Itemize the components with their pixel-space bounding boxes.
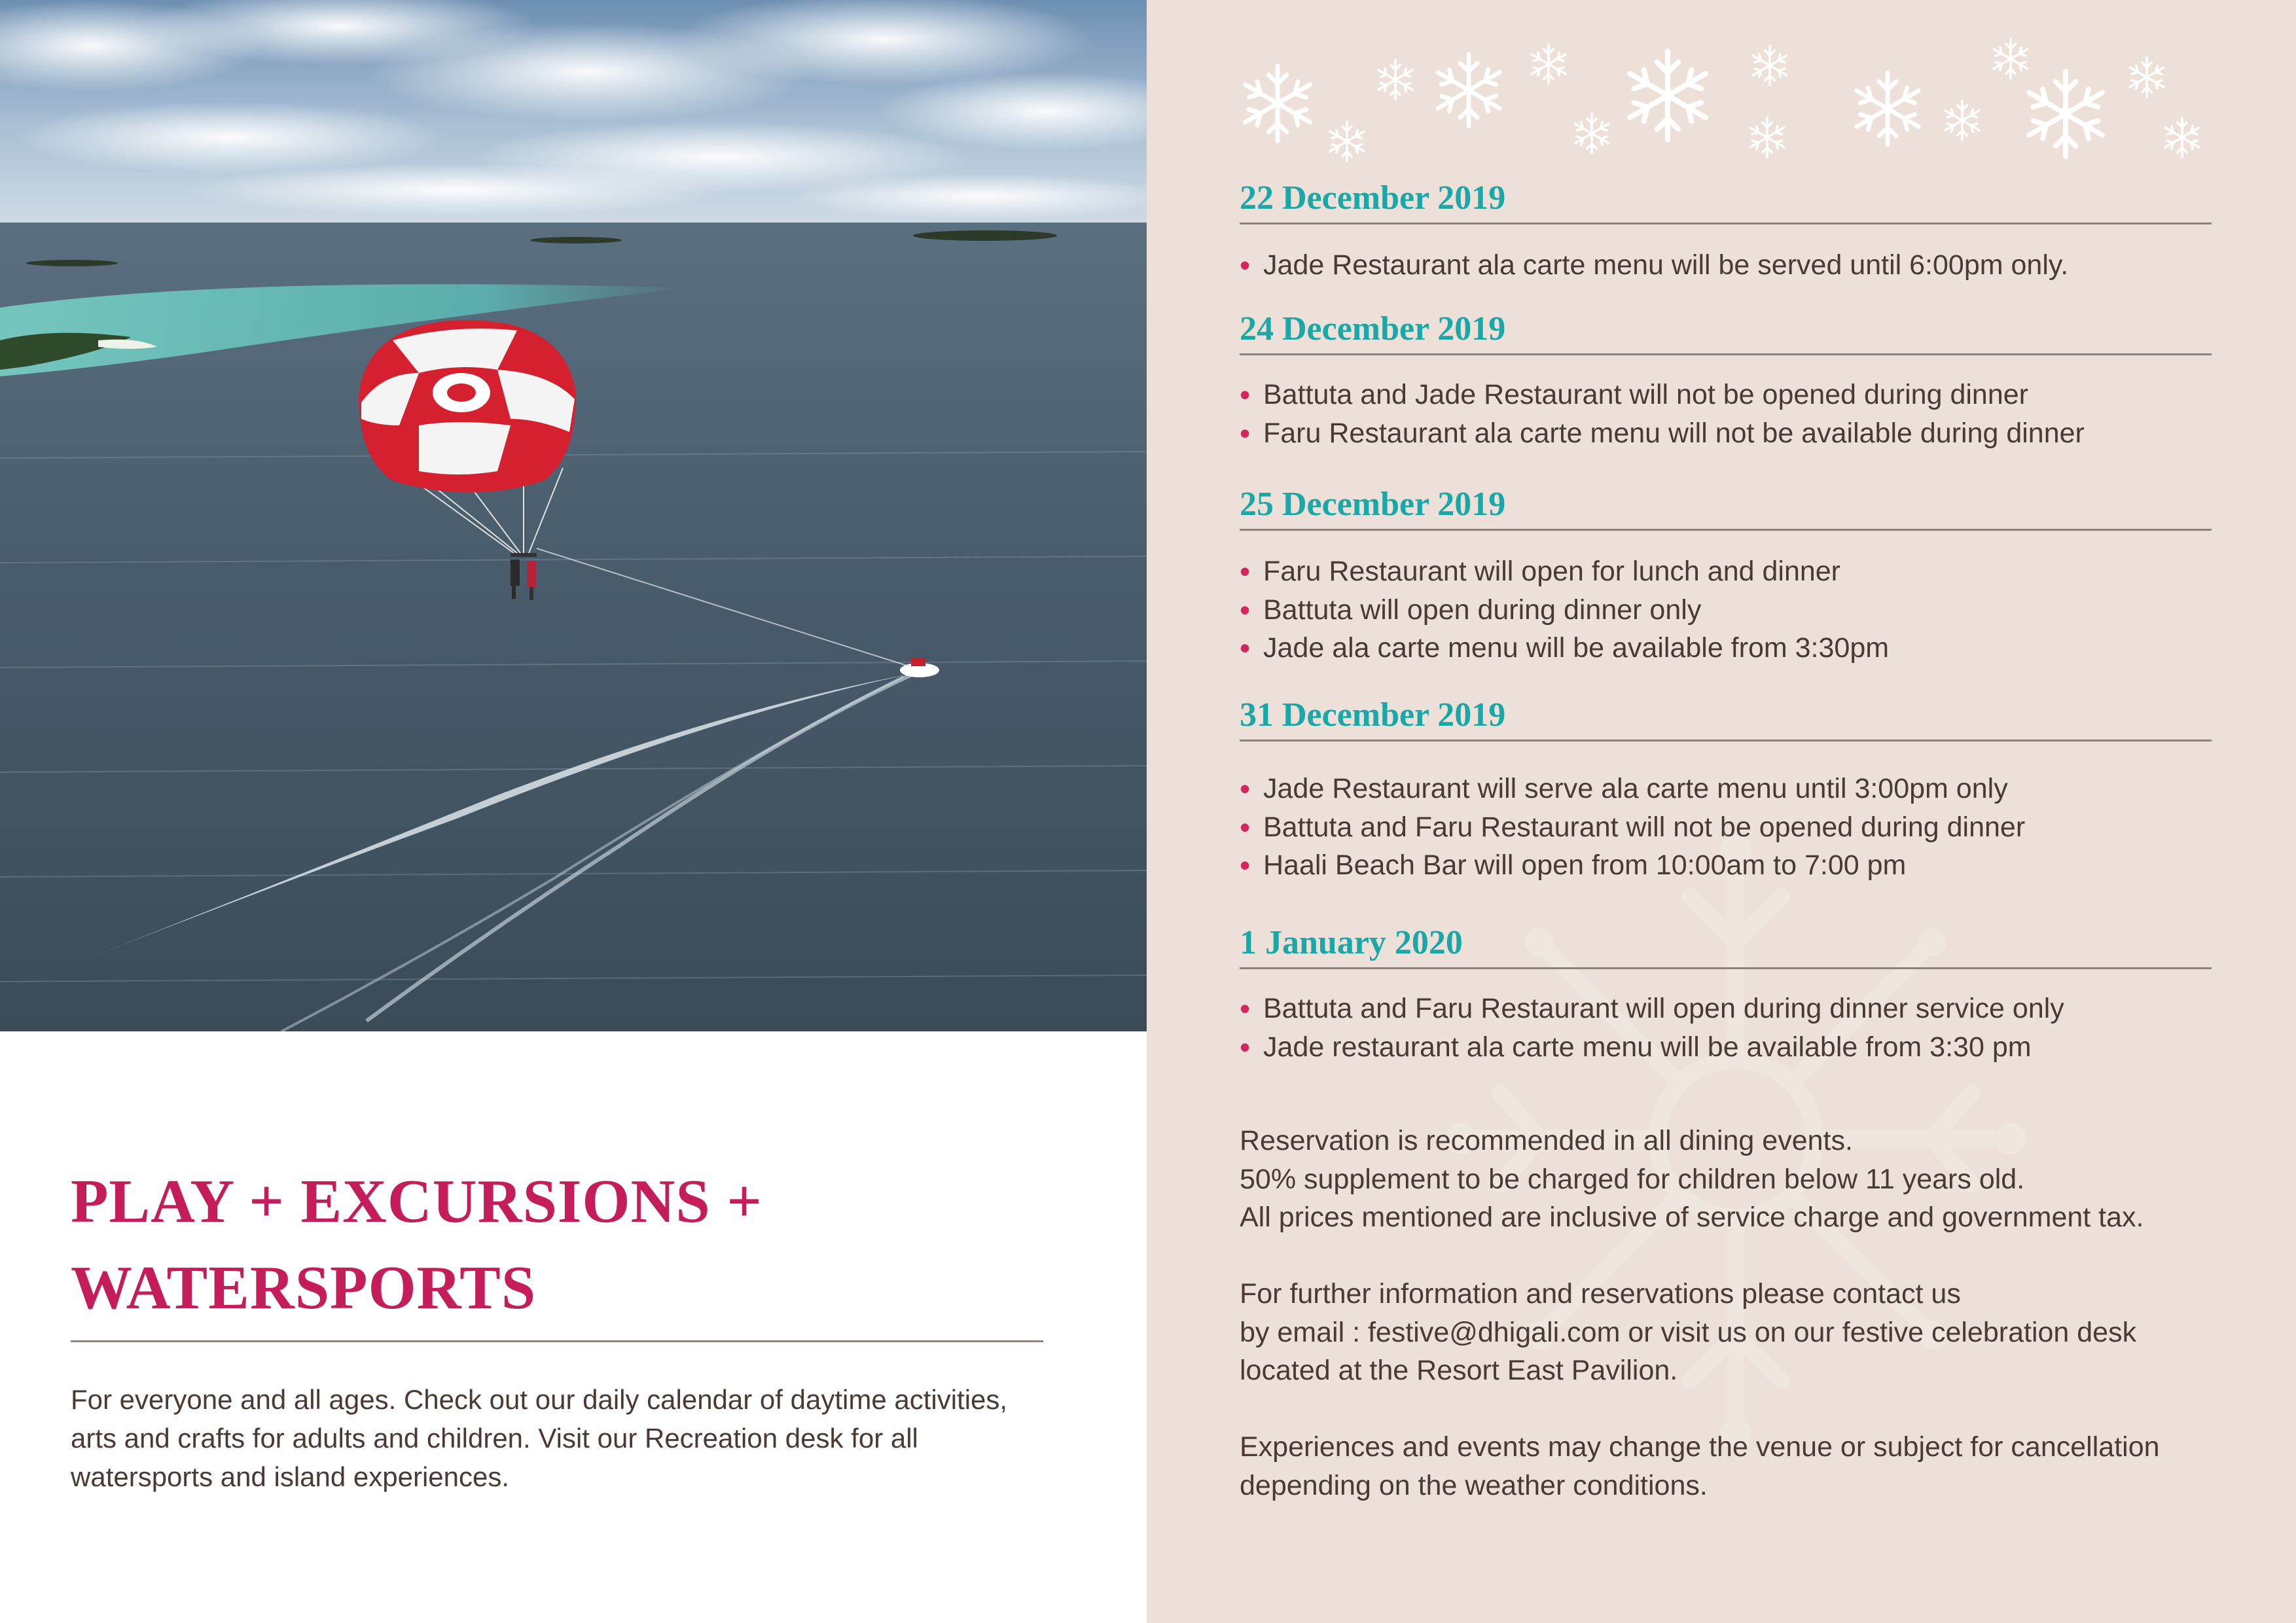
- snowflake-icon: [1575, 114, 1609, 153]
- weather-notes: [1240, 1428, 2261, 1505]
- event-date-heading: 24 December 2019: [1240, 309, 2212, 355]
- snowflake-icon: [1378, 60, 1412, 99]
- event-item: [1240, 414, 2221, 453]
- section-description: For everyone and all ages. Check out our daily calendar of daytime activities, arts and crafts for adults and children. Visit our Recreation desk for all watersports and island experiences.: [71, 1384, 1008, 1492]
- section-title-line-2: WATERSPORTS: [71, 1254, 537, 1322]
- bullet-dot-icon: •: [1240, 848, 1251, 882]
- section-title: [71, 1158, 1043, 1331]
- event-date-heading: 22 December 2019: [1240, 178, 2212, 224]
- event-item-list: [1240, 770, 2221, 885]
- note-line: All prices mentioned are inclusive of service charge and government tax.: [1240, 1202, 2144, 1233]
- snowflake-icon: [1750, 118, 1784, 157]
- event-item-text: Battuta and Faru Restaurant will not be opened during dinner: [1263, 811, 2026, 843]
- event-item: [1240, 808, 2221, 847]
- event-item-text: Jade restaurant ala carte menu will be available from 3:30 pm: [1263, 1031, 2032, 1063]
- event-item: [1240, 376, 2221, 414]
- note-line: by email : festive@dhigali.com or visit us on our festive celebration desk: [1240, 1316, 2137, 1348]
- bullet-dot-icon: •: [1240, 378, 1251, 412]
- snowflake-icon: [1532, 45, 1566, 84]
- event-item-list: [1240, 990, 2221, 1066]
- snowflake-icon: [1330, 122, 1364, 161]
- event-item-text: Battuta and Faru Restaurant will open during dinner service only: [1263, 993, 2064, 1024]
- event-date-heading: 25 December 2019: [1240, 484, 2212, 531]
- activities-section: [71, 1158, 1043, 1496]
- event-item-text: Faru Restaurant ala carte menu will not be available during dinner: [1263, 417, 2085, 449]
- dining-schedule-panel: [1147, 0, 2296, 1623]
- snowflake-icon: [1753, 46, 1787, 85]
- event-date-heading: 31 December 2019: [1240, 695, 2212, 741]
- event-item: [1240, 591, 2221, 630]
- snowflake-icon: [2029, 71, 2102, 156]
- bullet-dot-icon: •: [1240, 991, 1251, 1026]
- bullet-dot-icon: •: [1240, 554, 1251, 588]
- event-item: [1240, 552, 2221, 591]
- snowflake-icon: [1246, 66, 1310, 141]
- event-item: [1240, 1028, 2221, 1067]
- bullet-dot-icon: •: [1240, 810, 1251, 844]
- bullet-dot-icon: •: [1240, 592, 1251, 627]
- contact-notes: [1240, 1275, 2261, 1390]
- bullet-dot-icon: •: [1240, 772, 1251, 806]
- event-item-list: [1240, 552, 2221, 668]
- snowflake-decoration: [1147, 0, 2296, 183]
- event-item-text: Jade ala carte menu will be available from 3:30pm: [1263, 632, 1890, 664]
- snowflake-icon: [1438, 54, 1500, 126]
- title-divider: [71, 1340, 1043, 1342]
- snowflake-icon: [1630, 52, 1706, 140]
- bullet-dot-icon: •: [1240, 416, 1251, 450]
- event-item: [1240, 770, 2221, 808]
- event-item-list: [1240, 246, 2221, 285]
- reservation-notes: [1240, 1122, 2261, 1237]
- parasailing-photo: [0, 0, 1147, 1031]
- snowflake-icon: [1994, 39, 2028, 79]
- snowflake-icon: [2165, 118, 2199, 157]
- event-item-list: [1240, 376, 2221, 452]
- note-line: depending on the weather conditions.: [1240, 1469, 1708, 1501]
- section-title-line-1: PLAY + EXCURSIONS +: [71, 1168, 762, 1236]
- snowflake-icon: [2130, 58, 2164, 97]
- note-line: located at the Resort East Pavilion.: [1240, 1355, 1678, 1386]
- event-item-text: Faru Restaurant will open for lunch and dinner: [1263, 556, 1841, 587]
- event-item-text: Battuta and Jade Restaurant will not be opened during dinner: [1263, 379, 2028, 410]
- snowflake-icon: [1945, 101, 1979, 140]
- note-line: For further information and reservations please contact us: [1240, 1278, 1961, 1310]
- event-item: [1240, 629, 2221, 668]
- note-line: 50% supplement to be charged for children below 11 years old.: [1240, 1163, 2025, 1195]
- bullet-dot-icon: •: [1240, 631, 1251, 665]
- event-item: [1240, 246, 2221, 285]
- bullet-dot-icon: •: [1240, 1029, 1251, 1064]
- event-item-text: Haali Beach Bar will open from 10:00am to 7:00 pm: [1263, 849, 1907, 881]
- snowflake-icon: [1857, 73, 1919, 145]
- bullet-dot-icon: •: [1240, 248, 1251, 282]
- event-date-heading: 1 January 2020: [1240, 923, 2212, 969]
- event-item: [1240, 846, 2221, 885]
- event-item-text: Jade Restaurant ala carte menu will be served until 6:00pm only.: [1263, 249, 2069, 281]
- note-line: Experiences and events may change the venue or subject for cancellation: [1240, 1431, 2160, 1463]
- event-item: [1240, 990, 2221, 1028]
- event-item-text: Jade Restaurant will serve ala carte menu until 3:00pm only: [1263, 773, 2008, 804]
- event-item-text: Battuta will open during dinner only: [1263, 594, 1702, 626]
- note-line: Reservation is recommended in all dining events.: [1240, 1125, 1853, 1156]
